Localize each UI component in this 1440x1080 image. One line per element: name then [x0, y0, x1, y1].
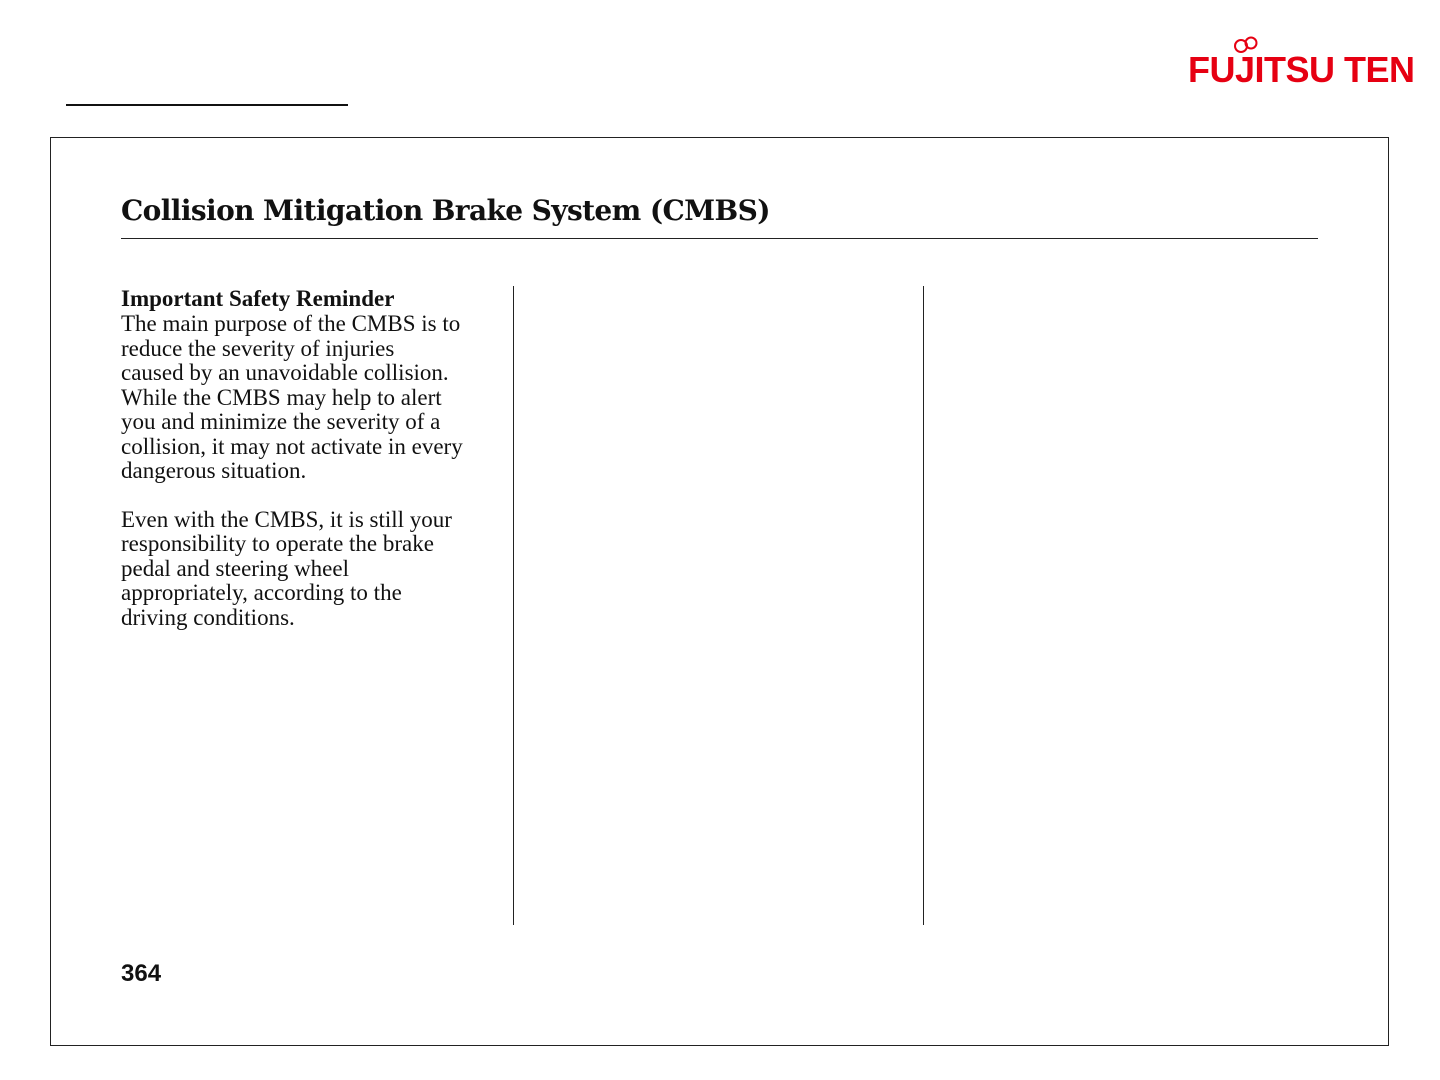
left-column	[121, 286, 501, 630]
text-line: dangerous situation.	[121, 458, 307, 483]
text-line: caused by an unavoidable collision.	[121, 360, 449, 385]
title-underline	[121, 238, 1318, 239]
page-title: Collision Mitigation Brake System (CMBS)	[121, 194, 770, 227]
column-divider-2	[923, 286, 924, 925]
text-line: While the CMBS may help to alert	[121, 384, 442, 410]
text-line: Even with the CMBS, it is still your	[121, 506, 452, 532]
text-line: driving conditions.	[121, 604, 295, 630]
reminder-heading: Important Safety Reminder	[121, 286, 395, 311]
text-line: collision, it may not activate in every	[121, 433, 463, 459]
header-rule	[66, 104, 348, 106]
text-line: you and minimize the severity of a	[121, 409, 441, 434]
column-divider-1	[513, 286, 514, 925]
text-line: responsibility to operate the brake	[121, 531, 434, 556]
logo-wordmark: FUJITSU TEN	[1188, 49, 1415, 90]
reminder-paragraph-1	[121, 312, 501, 484]
text-line: pedal and steering wheel	[121, 555, 349, 581]
fujitsu-ten-logo	[1188, 36, 1415, 100]
text-line: appropriately, according to the	[121, 580, 402, 605]
text-line: reduce the severity of injuries	[121, 335, 395, 361]
reminder-paragraph-2	[121, 508, 501, 631]
text-line: The main purpose of the CMBS is to	[121, 311, 461, 336]
page-number: 364	[121, 960, 162, 987]
